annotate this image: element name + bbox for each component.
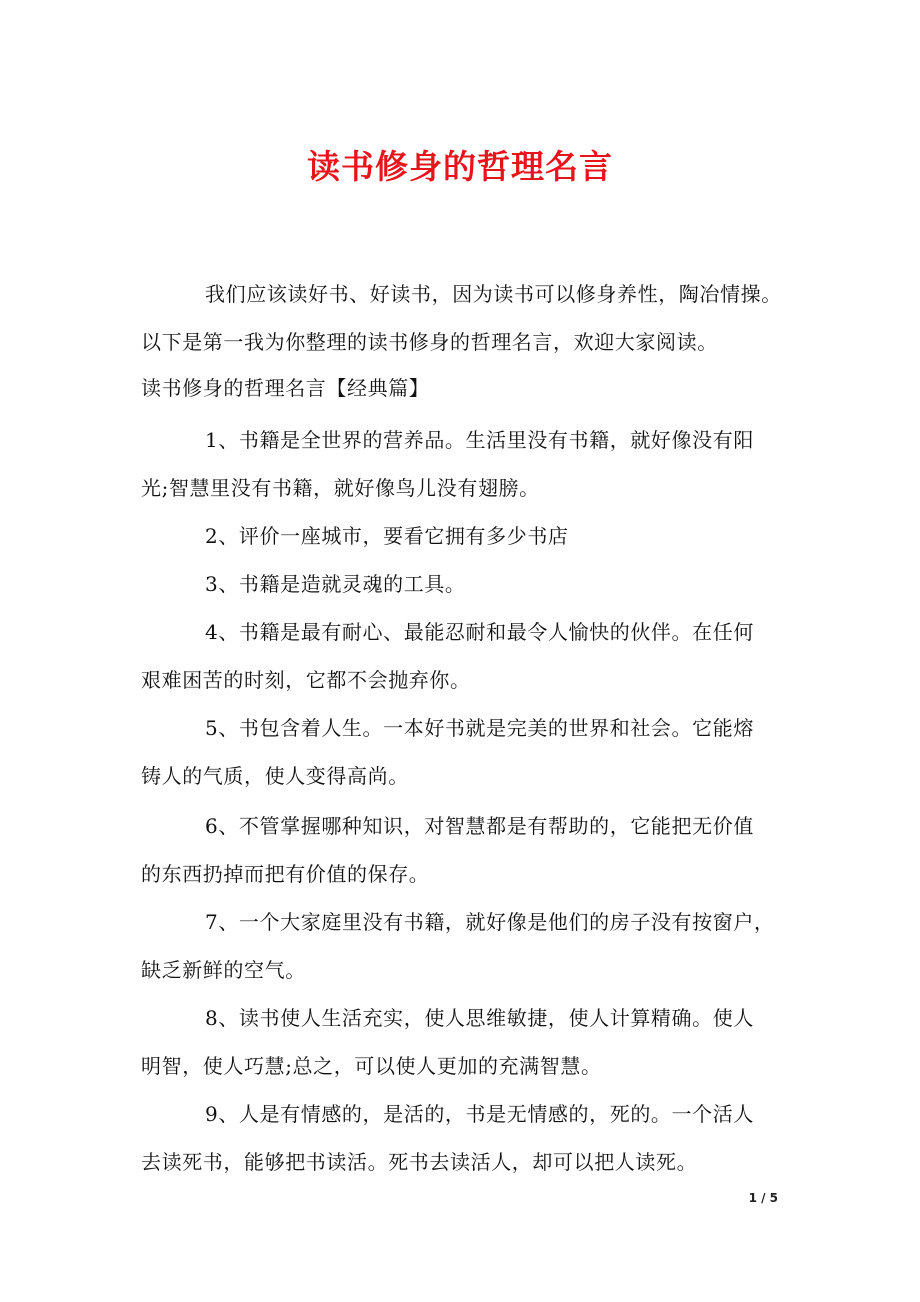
quote-6-line-1: 6、不管掌握哪种知识，对智慧都是有帮助的，它能把无价值	[205, 814, 754, 838]
quote-9-line-2: 去读死书，能够把书读活。死书去读活人，却可以把人读死。	[141, 1150, 698, 1174]
quote-4-line-2: 艰难困苦的时刻，它都不会抛弃你。	[141, 668, 471, 692]
quote-4-line-1: 4、书籍是最有耐心、最能忍耐和最令人愉快的伙伴。在任何	[205, 620, 754, 644]
section-heading: 读书修身的哲理名言【经典篇】	[141, 376, 430, 400]
quote-5-line-2: 铸人的气质，使人变得高尚。	[141, 764, 409, 788]
quote-1-line-1: 1、书籍是全世界的营养品。生活里没有书籍，就好像没有阳	[205, 428, 754, 452]
intro-line-2: 以下是第一我为你整理的读书修身的哲理名言，欢迎大家阅读。	[141, 330, 718, 354]
quote-1-line-2: 光;智慧里没有书籍，就好像鸟儿没有翅膀。	[141, 476, 540, 500]
quote-3: 3、书籍是造就灵魂的工具。	[205, 572, 466, 596]
quote-6-line-2: 的东西扔掉而把有价值的保存。	[141, 862, 430, 886]
quote-7-line-2: 缺乏新鲜的空气。	[141, 958, 306, 982]
page-title: 读书修身的哲理名言	[307, 147, 613, 186]
quote-7-line-1: 7、一个大家庭里没有书籍，就好像是他们的房子没有按窗户，	[205, 910, 775, 934]
quote-9-line-1: 9、人是有情感的，是活的，书是无情感的，死的。一个活人	[205, 1102, 754, 1126]
quote-8-line-2: 明智，使人巧慧;总之，可以使人更加的充满智慧。	[141, 1054, 602, 1078]
intro-line-1: 我们应该读好书、好读书，因为读书可以修身养性，陶冶情操。	[205, 282, 782, 306]
quote-5-line-1: 5、书包含着人生。一本好书就是完美的世界和社会。它能熔	[205, 716, 754, 740]
quote-2: 2、评价一座城市，要看它拥有多少书店	[205, 524, 569, 548]
quote-8-line-1: 8、读书使人生活充实，使人思维敏捷，使人计算精确。使人	[205, 1006, 754, 1030]
page-number: 1 / 5	[748, 1191, 778, 1205]
